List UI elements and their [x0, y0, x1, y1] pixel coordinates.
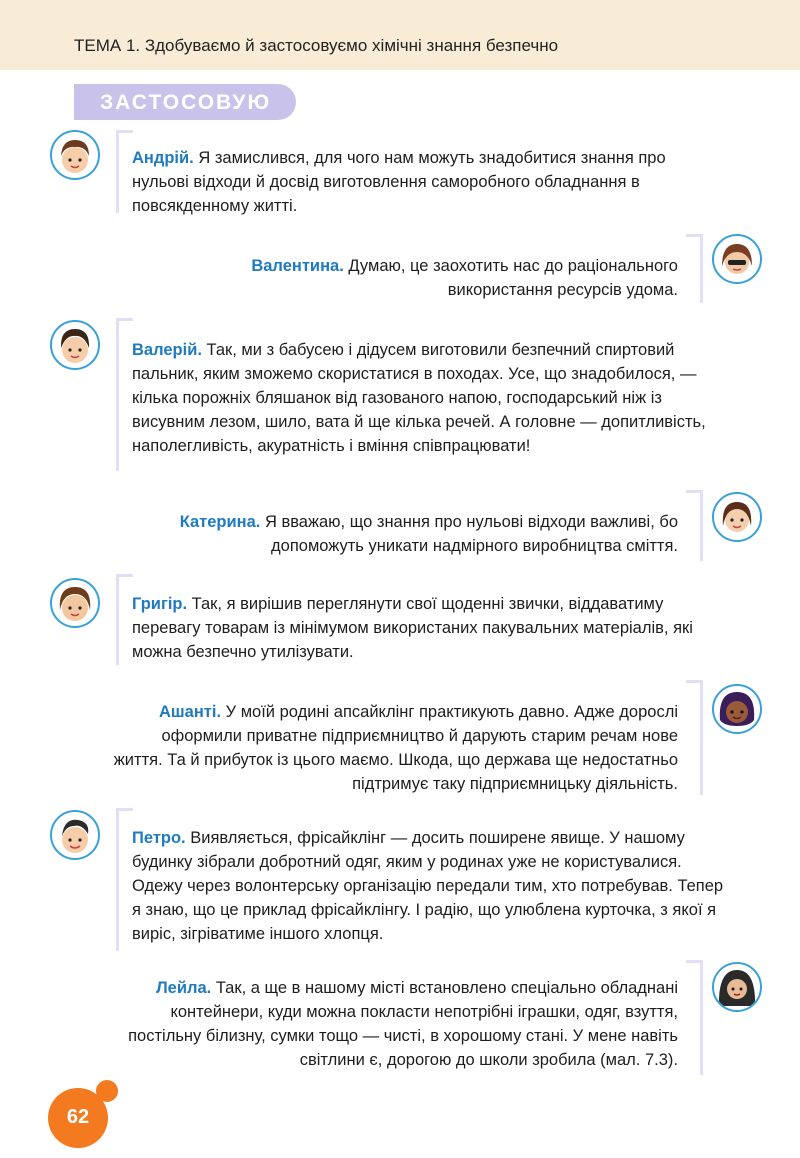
speech-valerii [132, 338, 712, 458]
avatar-valerii [50, 320, 100, 370]
page-header [0, 0, 800, 70]
speech-bracket [686, 960, 703, 1075]
page-number-badge [48, 1088, 108, 1148]
speech-bracket [116, 318, 133, 471]
speaker-name: Валентина. [251, 257, 344, 275]
speech-text: Так, ми з бабусею і дідусем виготовили безпечний спиртовий пальник, яким зможемо скористатися в походах. Усе, що знадобилося, — кілька порожніх бляшанок від газованого напою, господарський ніж із висувним лезом, шило, вата й ще кілька речей. А головне — допитливість, наполегливість, акуратність і вміння співпрацювати! [132, 341, 706, 455]
speech-kateryna [130, 510, 678, 558]
speech-text: Думаю, це заохотить нас до раціонального використання ресурсів удома. [343, 257, 678, 299]
avatar-hryhir [50, 578, 100, 628]
avatar-valentyna [712, 234, 762, 284]
speech-text: У моїй родині апсайклінг практикують давно. Адже дорослі оформили приватне підприємництво й дарують старим речам нове життя. Та й прибуток із цього маємо. Шкода, що держава ще недостатньо підтримує таку підприємницьку діяльність. [113, 703, 678, 793]
speech-leila [100, 976, 678, 1072]
speech-text: Так, а ще в нашому місті встановлено спеціально обладнані контейнери, куди можна покласти непотрібні іграшки, одяг, взуття, постільну білизну, сумки тощо — чисті, в хорошому стані. У мене навіть світлини є, дорогою до школи зробила (мал. 7.3). [128, 979, 678, 1069]
avatar-petro [50, 810, 100, 860]
speech-bracket [116, 808, 133, 951]
speech-ashanti [110, 700, 678, 796]
speech-text: Я вважаю, що знання про нульові відходи важливі, бо допоможуть уникати надмірного виробництва сміття. [260, 513, 678, 555]
speech-valentyna [200, 254, 678, 302]
speech-bracket [116, 130, 133, 213]
speaker-name: Андрій. [132, 149, 194, 167]
speech-hryhir [132, 592, 724, 664]
speech-text: Виявляється, фрісайклінг — досить поширене явище. У нашому будинку зібрали добротний одяг, яким у родинах уже не користувалися. Одежу через волонтерську організацію передали тим, хто потребував. Тепер я знаю, що це приклад фрісайклінгу. І радію, що улюблена курточка, з якої я виріс, зігріватиме іншого хлопця. [132, 829, 724, 943]
speaker-name: Григір. [132, 595, 188, 613]
avatar-ashanti [712, 684, 762, 734]
section-label: ЗАСТОСОВУЮ [100, 91, 272, 114]
speaker-name: Лейла. [156, 979, 212, 997]
speech-bracket [686, 490, 703, 561]
avatar-andrii [50, 130, 100, 180]
section-tag [74, 84, 296, 120]
speech-bracket [686, 234, 703, 303]
speaker-name: Ашанті. [158, 703, 222, 721]
speech-andrii [132, 146, 712, 218]
speech-petro [132, 826, 732, 946]
speech-text: Так, я вирішив переглянути свої щоденні звички, віддаватиму перевагу товарам із мінімумом використаних пакувальних матеріалів, які можна безпечно утилізувати. [132, 595, 693, 661]
avatar-leila [712, 962, 762, 1012]
topic-title: ТЕМА 1. Здобуваємо й застосовуємо хімічні знання безпечно [74, 36, 559, 55]
speech-text: Я замислився, для чого нам можуть знадобитися знання про нульові відходи й досвід виготовлення саморобного обладнання в повсякденному житті. [132, 149, 666, 215]
speaker-name: Катерина. [179, 513, 261, 531]
speaker-name: Валерій. [132, 341, 202, 359]
speech-bracket [116, 574, 133, 665]
speaker-name: Петро. [132, 829, 186, 847]
speech-bracket [686, 680, 703, 795]
avatar-kateryna [712, 492, 762, 542]
page-number: 62 [66, 1106, 90, 1128]
